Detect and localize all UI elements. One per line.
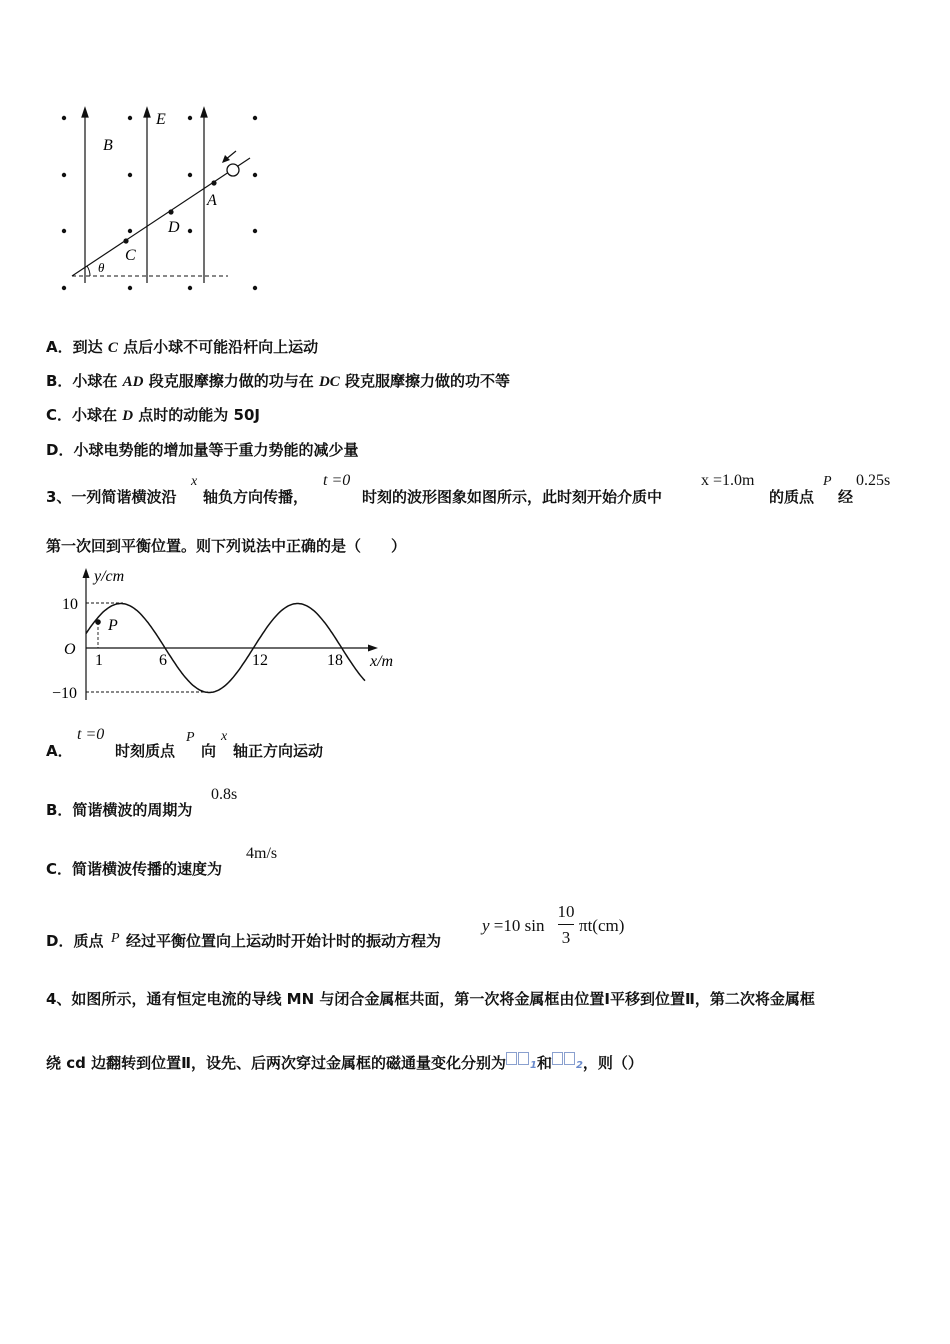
equation-numerator: 10	[557, 902, 575, 921]
label-d: D	[168, 219, 180, 236]
fraction-bar	[558, 924, 574, 925]
point-p-label: P	[108, 617, 118, 634]
q3-option-c[interactable]: C．简谐横波传播的速度为	[46, 860, 223, 878]
q2-option-d[interactable]: D．小球电势能的增加量等于重力势能的减少量	[46, 441, 359, 459]
y-tick-10: 10	[62, 596, 78, 613]
point-a	[211, 180, 216, 185]
point-d	[168, 209, 173, 214]
q3-option-c-value: 4m/s	[246, 845, 278, 862]
x-tick-12: 12	[252, 652, 268, 669]
q3-option-a[interactable]: A．	[46, 742, 73, 760]
q3-option-a-x: x	[221, 729, 228, 744]
q3-stem-x: x	[191, 474, 198, 489]
q3-stem-part-d: 的质点	[769, 488, 815, 506]
delta-phi-1-icon	[506, 1054, 530, 1072]
equation-right: πt(cm)	[579, 916, 625, 935]
q3-option-d-text2: 经过平衡位置向上运动时开始计时的振动方程为	[126, 932, 442, 950]
x-tick-1: 1	[95, 652, 103, 669]
label-a: A	[207, 192, 217, 209]
field-diagram	[50, 100, 280, 300]
x-tick-6: 6	[159, 652, 167, 669]
q3-stem-time: 0.25s	[856, 472, 891, 489]
x-axis-arrow-icon	[368, 645, 378, 652]
q3-stem-t0: t =0	[323, 472, 351, 489]
q2-option-a[interactable]: A．到达 C 点后小球不可能沿杆向上运动	[46, 338, 319, 356]
q3-option-a-mid2: 向	[201, 742, 217, 760]
q3-option-a-text: 轴正方向运动	[233, 742, 324, 760]
ball	[227, 164, 239, 176]
point-c	[123, 238, 128, 243]
q3-stem-p: P	[823, 474, 832, 489]
equation-denominator: 3	[561, 928, 571, 947]
q2-option-b[interactable]: B．小球在 AD 段克服摩擦力做的功与在 DC 段克服摩擦力做的功不等	[46, 372, 511, 390]
rod	[72, 158, 250, 276]
q3-option-a-p: P	[186, 730, 195, 745]
q3-option-d-p: P	[111, 931, 120, 946]
y-tick-minus-10: −10	[52, 685, 78, 702]
q3-option-a-t0: t =0	[77, 726, 105, 743]
q4-line1: 4、如图所示，通有恒定电流的导线 MN 与闭合金属框共面，第一次将金属框由位置Ⅰ平移到位置Ⅱ，第二次将金属框	[46, 990, 815, 1008]
q3-stem-part-b: 轴负方向传播，	[203, 488, 309, 506]
y-axis-arrow-icon	[83, 568, 90, 578]
x-axis-label: x/m	[370, 653, 394, 670]
angle-arc	[87, 266, 90, 276]
label-b: B	[103, 137, 113, 154]
label-theta: θ	[98, 260, 105, 275]
delta-phi-2-icon	[552, 1054, 576, 1072]
point-p	[95, 619, 101, 625]
x-tick-18: 18	[327, 652, 343, 669]
q3-stem-part-e: 经	[838, 488, 854, 506]
q3-stem-line2: 第一次回到平衡位置。则下列说法中正确的是（ ）	[46, 537, 407, 555]
label-c: C	[125, 247, 136, 264]
label-e: E	[156, 111, 166, 128]
q3-option-d[interactable]: D．质点	[46, 932, 104, 950]
q3-stem-x1: x =1.0m	[701, 472, 755, 489]
q4-line2: 绕 cd 边翻转到位置Ⅱ，设先、后两次穿过金属框的磁通量变化分别为 1和 2，则（）	[46, 1054, 643, 1072]
q3-stem-line1: 3、一列简谐横波沿	[46, 488, 177, 506]
q3-option-a-mid1: 时刻质点	[115, 742, 176, 760]
q3-option-b[interactable]: B．简谐横波的周期为	[46, 801, 193, 819]
y-axis-label: y/cm	[94, 568, 125, 585]
q2-option-c[interactable]: C．小球在 D 点时的动能为 50J	[46, 406, 260, 424]
q3-option-b-value: 0.8s	[211, 786, 238, 803]
origin-label: O	[64, 641, 76, 658]
wave-graph	[48, 562, 408, 707]
equation-left: y =10 sin	[482, 916, 545, 935]
q3-stem-part-c: 时刻的波形图象如图所示，此时刻开始介质中	[362, 488, 663, 506]
